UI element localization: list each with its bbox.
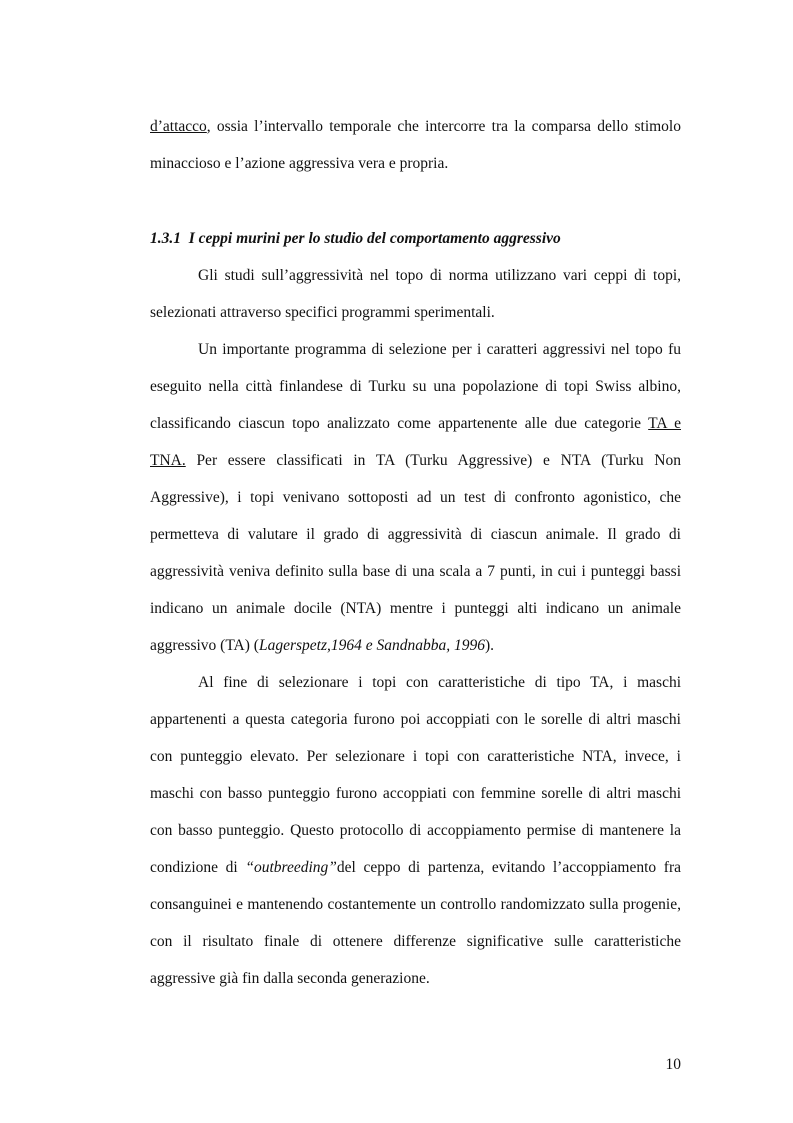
paragraph-2: [150, 331, 681, 664]
spacer: [150, 182, 681, 220]
section-number: 1.3.1: [150, 230, 181, 247]
continuation-text: , ossia l’intervallo temporale che intercorre tra la comparsa dello stimolo minaccioso e l’azione aggressiva vera e propria.: [150, 118, 681, 172]
paragraph-2-part-2: Per essere classificati in TA (Turku Aggressive) e NTA (Turku Non Aggressive), i topi venivano sottoposti ad un test di confronto agonistico, che permetteva di valutare il grado di aggressività di ciascun animale. Il grado di aggressività veniva definito sulla base di una scala a 7 punti, in cui i punteggi bassi indicano un animale docile (NTA) mentre i punteggi alti indicano un animale aggressivo (TA) (: [150, 452, 681, 654]
page-body: [150, 108, 681, 997]
underlined-categories: TA e TNA.: [150, 415, 681, 469]
paragraph-2-part-1: Un importante programma di selezione per i caratteri aggressivi nel topo fu eseguito nella città finlandese di Turku su una popolazione di topi Swiss albino, classificando ciascun topo analizzato come appartenente alle due categorie: [150, 341, 681, 432]
paragraph-3-part-2: del ceppo di partenza, evitando l’accoppiamento fra consanguinei e mantenendo costantemente un controllo randomizzato sulla progenie, con il risultato finale di ottenere differenze significative sulle caratteristiche aggressive già fin dalla seconda generazione.: [150, 859, 681, 987]
paragraph-3-part-1: Al fine di selezionare i topi con caratteristiche di tipo TA, i maschi appartenenti a questa categoria furono poi accoppiati con le sorelle di altri maschi con punteggio elevato. Per selezionare i topi con caratteristiche NTA, invece, i maschi con basso punteggio furono accoppiati con femmine sorelle di altri maschi con basso punteggio. Questo protocollo di accoppiamento permise di mantenere la condizione di: [150, 674, 681, 876]
italic-term: “outbreeding”: [245, 859, 337, 876]
section-heading: [150, 220, 681, 257]
citation: Lagerspetz,1964 e Sandnabba, 1996: [258, 637, 485, 654]
underlined-term: d’attacco: [150, 118, 207, 135]
continuation-paragraph: [150, 108, 681, 182]
paragraph-3: [150, 664, 681, 997]
paragraph-1: Gli studi sull’aggressività nel topo di norma utilizzano vari ceppi di topi, selezionati attraverso specifici programmi sperimentali.: [150, 267, 681, 321]
section-title: I ceppi murini per lo studio del comportamento aggressivo: [188, 230, 561, 247]
paragraph-2-part-3: ).: [485, 637, 495, 654]
page-number: 10: [665, 1056, 681, 1073]
